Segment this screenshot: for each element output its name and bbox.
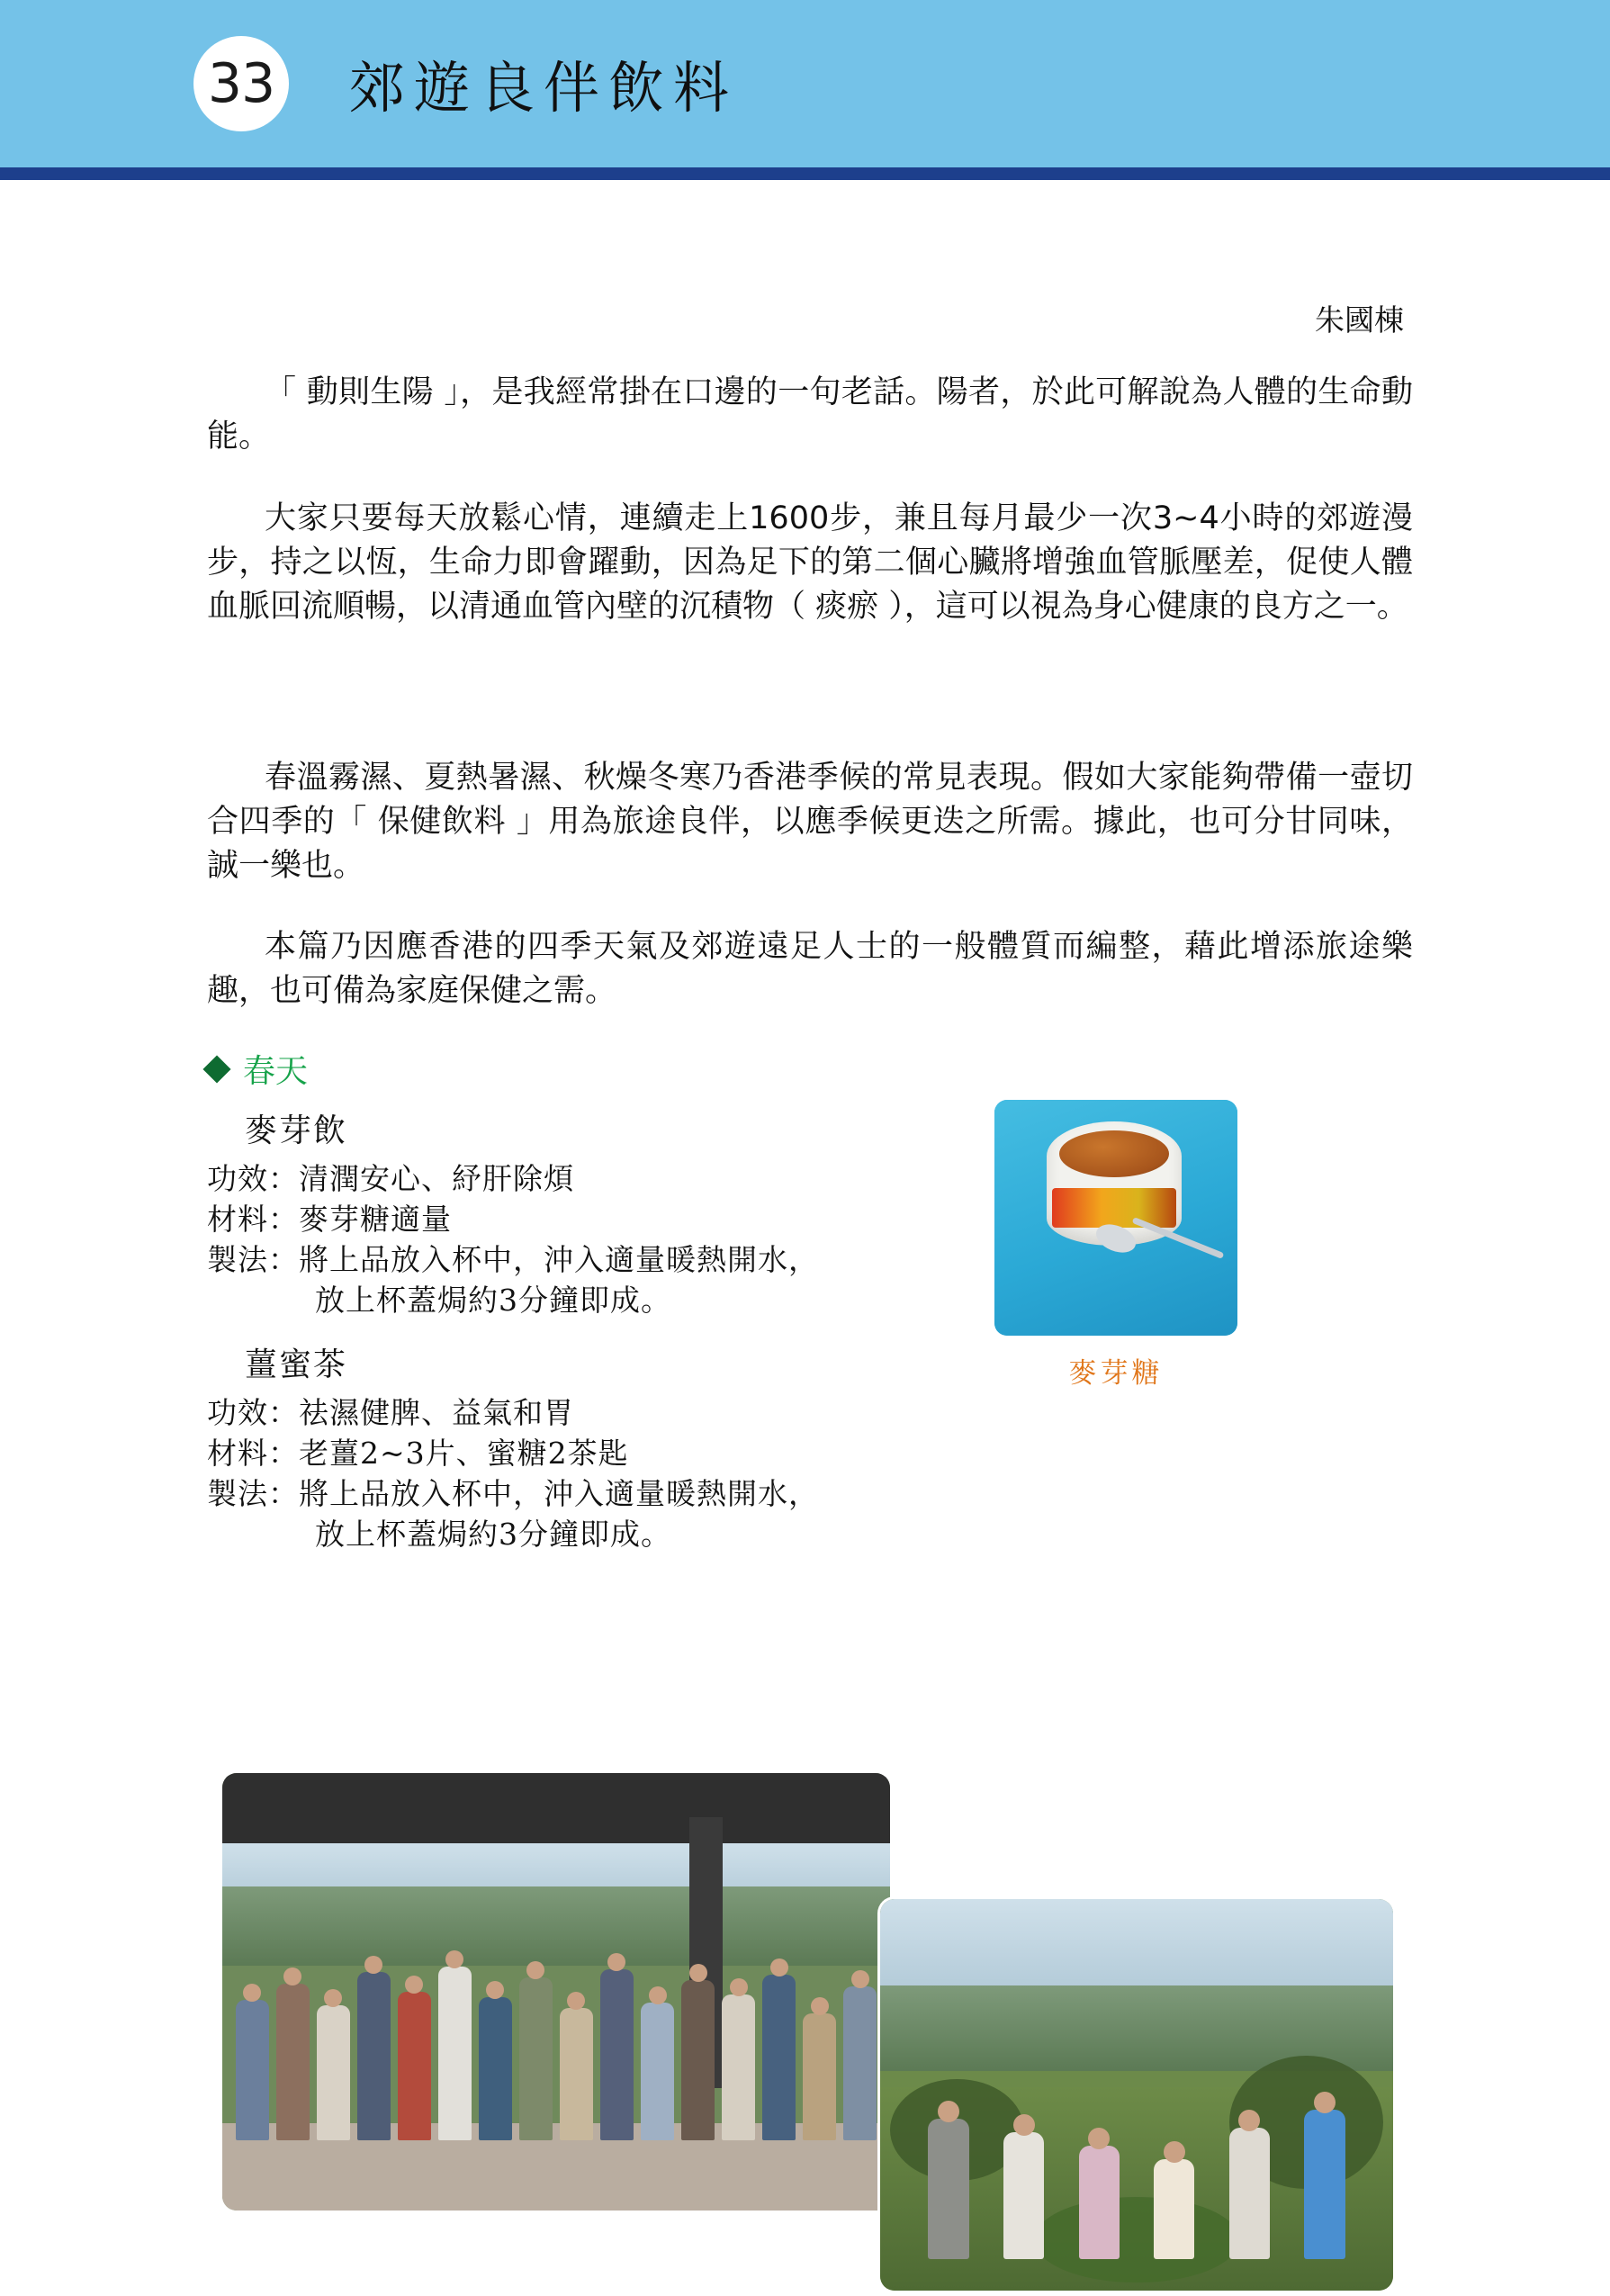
article-author: 朱國棟 [1315, 302, 1404, 338]
crowd-figures [236, 1869, 877, 2140]
recipe-line-effect: 功效：清潤安心、紓肝除煩 [207, 1161, 574, 1196]
article-paragraph: 春溫霧濕、夏熱暑濕、秋燥冬寒乃香港季候的常見表現。假如大家能夠帶備一壺切合四季的「 保健飲料 」用為旅途良伴，以應季候更迭之所需。據此，也可分甘同味，誠一樂也。 [207, 760, 1413, 884]
malt-sugar-photo [994, 1100, 1237, 1336]
person-figure [438, 1967, 472, 2140]
recipe-line-method: 製法：將上品放入杯中，沖入適量暖熱開水， [207, 1242, 819, 1277]
person-figure [1304, 2110, 1345, 2260]
person-figure [1229, 2128, 1270, 2259]
person-figure [600, 1969, 634, 2140]
person-figure [762, 1975, 796, 2140]
page-title: 郊遊良伴飲料 [349, 55, 739, 121]
page-number-badge [193, 36, 289, 131]
recipe-line-ingredients: 材料：麥芽糖適量 [207, 1202, 452, 1237]
person-figure [519, 1977, 553, 2140]
person-figure [1003, 2132, 1044, 2259]
section-heading-label: 春天 [243, 1053, 309, 1090]
article-paragraph: 大家只要每天放鬆心情，連續走上1600步，兼且每月最少一次3~4小時的郊遊漫步，持之以恆，生命力即會躍動，因為足下的第二個心臟將增強血管脈壓差，促使人體血脈回流順暢，以清通血管內壁的沉積物（ 痰瘀 ），這可以視為身心健康的良方之一。 [207, 500, 1413, 625]
person-figure [276, 1984, 310, 2141]
recipe-line-method-cont: 放上杯蓋焗約3分鐘即成。 [315, 1517, 671, 1552]
person-figure [681, 1980, 715, 2140]
person-figure [803, 2013, 836, 2141]
person-figure [236, 2000, 269, 2141]
page-header-rule [0, 167, 1610, 180]
person-figure [357, 1972, 391, 2140]
diamond-bullet-icon [202, 1055, 230, 1083]
hike-photo [880, 1899, 1393, 2291]
person-figure [1079, 2146, 1120, 2259]
recipe-title: 麥芽飲 [245, 1112, 348, 1149]
section-heading-spring [207, 1046, 308, 1092]
cup-label-shape [1052, 1188, 1176, 1228]
recipe-block [207, 1339, 1053, 1554]
recipe-line-method: 製法：將上品放入杯中，沖入適量暖熱開水， [207, 1476, 819, 1511]
page-number-text: 33 [207, 52, 275, 115]
article-paragraph: 「 動則生陽 」，是我經常掛在口邊的一句老話。陽者，於此可解說為人體的生命動能。 [207, 374, 1413, 455]
person-figure [1154, 2159, 1194, 2259]
person-figure [398, 1992, 431, 2141]
group-photo [222, 1773, 890, 2210]
malt-photo-caption: 麥芽糖 [1068, 1357, 1164, 1390]
tea-liquid-shape [1059, 1130, 1169, 1177]
person-figure [317, 2005, 350, 2141]
crowd-figures [911, 2032, 1363, 2259]
pavilion-roof-shape [222, 1773, 890, 1843]
recipe-title: 薑蜜茶 [245, 1346, 348, 1383]
person-figure [560, 2008, 593, 2141]
person-figure [843, 1986, 877, 2141]
recipe-line-ingredients: 材料：老薑2~3片、蜜糖2茶匙 [207, 1436, 629, 1471]
person-figure [641, 2003, 674, 2141]
recipe-block [207, 1105, 1053, 1320]
recipe-line-method-cont: 放上杯蓋焗約3分鐘即成。 [315, 1283, 671, 1318]
person-figure [722, 1994, 755, 2141]
person-figure [928, 2119, 968, 2259]
recipe-line-effect: 功效：祛濕健脾、益氣和胃 [207, 1395, 574, 1430]
article-paragraph: 本篇乃因應香港的四季天氣及郊遊遠足人士的一般體質而編整，藉此增添旅途樂趣，也可備為家庭保健之需。 [207, 929, 1413, 1009]
person-figure [479, 1997, 512, 2141]
